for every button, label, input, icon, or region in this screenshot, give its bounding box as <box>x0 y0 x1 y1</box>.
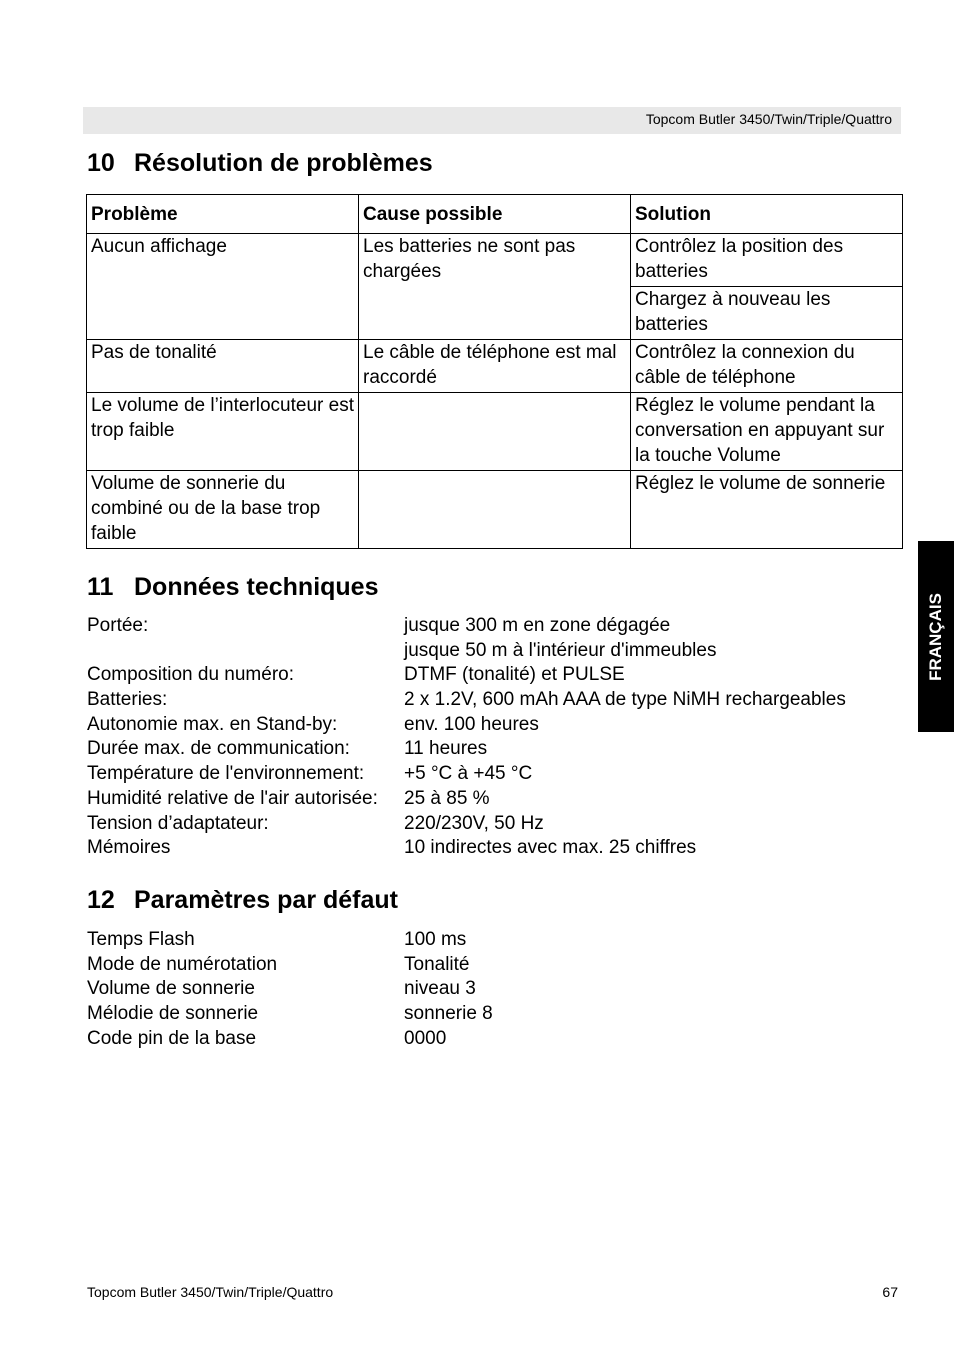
cause-cell: Les batteries ne sont pas chargées <box>359 234 631 340</box>
spec-value: 25 à 85 % <box>404 787 490 809</box>
setting-label: Volume de sonnerie <box>87 978 255 1000</box>
page-number: 67 <box>882 1284 898 1300</box>
spec-value: 220/230V, 50 Hz <box>404 812 544 834</box>
language-tab-label: FRANÇAIS <box>926 592 945 681</box>
spec-label: Température de l'environnement: <box>87 763 365 785</box>
setting-label: Temps Flash <box>87 929 195 950</box>
spec-label: Batteries: <box>87 689 168 711</box>
section-title: Données techniques <box>134 573 379 601</box>
setting-value: 100 ms <box>404 929 467 950</box>
setting-value: 0000 <box>404 1027 447 1049</box>
page-header <box>83 107 901 134</box>
footer-title: Topcom Butler 3450/Twin/Triple/Quattro <box>87 1284 334 1300</box>
language-tab <box>918 541 954 732</box>
setting-value: Tonalité <box>404 953 470 975</box>
spec-value: env. 100 heures <box>404 713 539 735</box>
column-header: Solution <box>631 195 903 234</box>
header-title: Topcom Butler 3450/Twin/Triple/Quattro <box>645 111 892 127</box>
section-title: Résolution de problèmes <box>134 149 433 177</box>
spec-label: Autonomie max. en Stand-by: <box>87 713 338 735</box>
solution-cell: Contrôlez la connexion du câble de téléphone <box>631 340 903 393</box>
problem-cell: Volume de sonnerie du combiné ou de la base trop faible <box>87 471 359 549</box>
spec-value: DTMF (tonalité) et PULSE <box>404 664 625 686</box>
setting-value: sonnerie 8 <box>404 1003 493 1025</box>
problem-cell: Le volume de l’interlocuteur est trop faible <box>87 393 359 471</box>
spec-label: Humidité relative de l'air autorisée: <box>87 787 378 809</box>
spec-value: jusque 50 m à l'intérieur d'immeubles <box>404 639 717 661</box>
spec-label: Composition du numéro: <box>87 664 294 686</box>
column-header: Cause possible <box>359 195 631 234</box>
solution-cell: Réglez le volume pendant la conversation en appuyant sur la touche Volume <box>631 393 903 471</box>
section-number: 11 <box>87 573 114 601</box>
cause-cell <box>359 393 631 471</box>
solution-cell: Contrôlez la position des batteries <box>631 234 903 287</box>
section-10-heading <box>87 149 433 178</box>
section-number: 12 <box>87 886 115 914</box>
section-11-heading <box>87 573 379 602</box>
spec-value: 10 indirectes avec max. 25 chiffres <box>404 837 697 859</box>
spec-value: 2 x 1.2V, 600 mAh AAA de type NiMH rechargeables <box>404 689 846 711</box>
solution-cell: Réglez le volume de sonnerie <box>631 471 903 549</box>
column-header: Problème <box>87 195 359 234</box>
spec-value: jusque 300 m en zone dégagée <box>404 615 671 636</box>
spec-value: +5 °C à +45 °C <box>404 763 533 785</box>
troubleshooting-table <box>86 194 903 549</box>
setting-label: Mode de numérotation <box>87 953 278 975</box>
section-12-heading <box>87 886 398 915</box>
cause-cell: Le câble de téléphone est mal raccordé <box>359 340 631 393</box>
solution-cell: Chargez à nouveau les batteries <box>631 287 903 340</box>
spec-label: Mémoires <box>87 837 171 859</box>
setting-value: niveau 3 <box>404 978 476 1000</box>
section-title: Paramètres par défaut <box>134 886 399 914</box>
spec-label: Durée max. de communication: <box>87 738 350 760</box>
setting-label: Code pin de la base <box>87 1027 257 1049</box>
problem-cell: Aucun affichage <box>87 234 359 340</box>
section-number: 10 <box>87 149 115 177</box>
setting-label: Mélodie de sonnerie <box>87 1003 259 1025</box>
spec-label: Portée: <box>87 615 149 636</box>
problem-cell: Pas de tonalité <box>87 340 359 393</box>
cause-cell <box>359 471 631 549</box>
spec-value: 11 heures <box>404 738 488 760</box>
spec-label: Tension d’adaptateur: <box>87 812 269 834</box>
